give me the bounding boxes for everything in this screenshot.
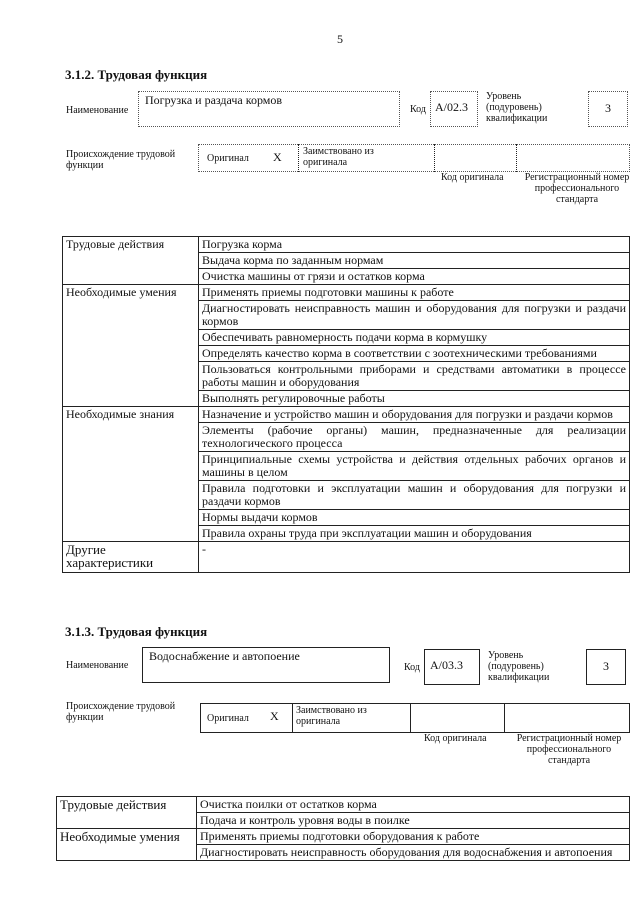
origin-box bbox=[200, 703, 630, 733]
name-value: Водоснабжение и автопоение bbox=[149, 649, 300, 663]
list-item: Назначение и устройство машин и оборудования для погрузки и раздачи кормов bbox=[199, 407, 630, 423]
origin-code-label: Код оригинала bbox=[441, 172, 504, 183]
section-title: 3.1.3. Трудовая функция bbox=[65, 624, 208, 639]
name-value: Погрузка и раздача кормов bbox=[145, 93, 283, 107]
list-item: Очистка поилки от остатков корма bbox=[197, 797, 630, 813]
list-item: Принципиальные схемы устройства и действия отдельных рабочих органов и машины в целом bbox=[199, 452, 630, 481]
borrowed-label: Заимствовано из оригинала bbox=[303, 146, 374, 168]
origin-code-label: Код оригинала bbox=[424, 733, 487, 744]
reg-number-label: Регистрационный номер профессионального стандарта bbox=[516, 733, 622, 766]
origin-box bbox=[198, 144, 630, 172]
list-item: Очистка машины от грязи и остатков корма bbox=[199, 269, 630, 285]
list-item: Применять приемы подготовки машины к работе bbox=[199, 285, 630, 301]
level-label: Уровень (подуровень) квалификации bbox=[488, 650, 550, 683]
row-label: Трудовые действия bbox=[57, 797, 197, 829]
list-item: Применять приемы подготовки оборудования к работе bbox=[197, 829, 630, 845]
list-item: Подача и контроль уровня воды в поилке bbox=[197, 813, 630, 829]
original-mark: X bbox=[270, 709, 279, 723]
row-label: Другие характеристики bbox=[63, 542, 199, 573]
list-item: - bbox=[199, 542, 630, 573]
function-table bbox=[56, 796, 630, 861]
name-label: Наименование bbox=[66, 105, 129, 116]
list-item: Правила подготовки и эксплуатации машин и оборудования для погрузки и раздачи кормов bbox=[199, 481, 630, 510]
name-label: Наименование bbox=[66, 660, 129, 671]
original-label: Оригинал bbox=[207, 153, 249, 164]
level-value: 3 bbox=[603, 659, 609, 673]
code-label: Код bbox=[410, 104, 426, 115]
list-item: Определять качество корма в соответствии с зоотехническими требованиями bbox=[199, 346, 630, 362]
name-value-box bbox=[142, 647, 390, 683]
level-value: 3 bbox=[605, 101, 611, 115]
list-item: Элементы (рабочие органы) машин, предназначенные для реализации технологического процесса bbox=[199, 423, 630, 452]
level-value-box bbox=[588, 91, 628, 127]
original-mark: X bbox=[273, 150, 282, 164]
code-value-box bbox=[430, 91, 478, 127]
borrowed-label: Заимствовано из оригинала bbox=[296, 705, 367, 727]
level-label: Уровень (подуровень) квалификации bbox=[486, 91, 548, 124]
list-item: Нормы выдачи кормов bbox=[199, 510, 630, 526]
list-item: Диагностировать неисправность оборудования для водоснабжения и автопоения bbox=[197, 845, 630, 861]
page-number: 5 bbox=[337, 32, 343, 46]
code-label: Код bbox=[404, 662, 420, 673]
origin-label: Происхождение трудовой функции bbox=[66, 149, 176, 171]
original-label: Оригинал bbox=[207, 713, 249, 724]
level-value-box bbox=[586, 649, 626, 685]
code-value: A/02.3 bbox=[435, 100, 468, 114]
function-table bbox=[62, 236, 630, 573]
list-item: Выполнять регулировочные работы bbox=[199, 391, 630, 407]
row-label: Необходимые умения bbox=[63, 285, 199, 407]
list-item: Выдача корма по заданным нормам bbox=[199, 253, 630, 269]
name-value-box bbox=[138, 91, 400, 127]
row-label: Трудовые действия bbox=[63, 237, 199, 285]
reg-number-label: Регистрационный номер профессионального стандарта bbox=[524, 172, 630, 205]
row-label: Необходимые умения bbox=[57, 829, 197, 861]
list-item: Обеспечивать равномерность подачи корма в кормушку bbox=[199, 330, 630, 346]
list-item: Погрузка корма bbox=[199, 237, 630, 253]
origin-label: Происхождение трудовой функции bbox=[66, 701, 176, 723]
list-item: Пользоваться контрольными приборами и средствами автоматики в процессе работы машин и оборудования bbox=[199, 362, 630, 391]
row-label: Необходимые знания bbox=[63, 407, 199, 542]
code-value-box bbox=[424, 649, 480, 685]
code-value: A/03.3 bbox=[430, 658, 463, 672]
list-item: Правила охраны труда при эксплуатации машин и оборудования bbox=[199, 526, 630, 542]
list-item: Диагностировать неисправность машин и оборудования для погрузки и раздачи кормов bbox=[199, 301, 630, 330]
section-title: 3.1.2. Трудовая функция bbox=[65, 67, 208, 82]
